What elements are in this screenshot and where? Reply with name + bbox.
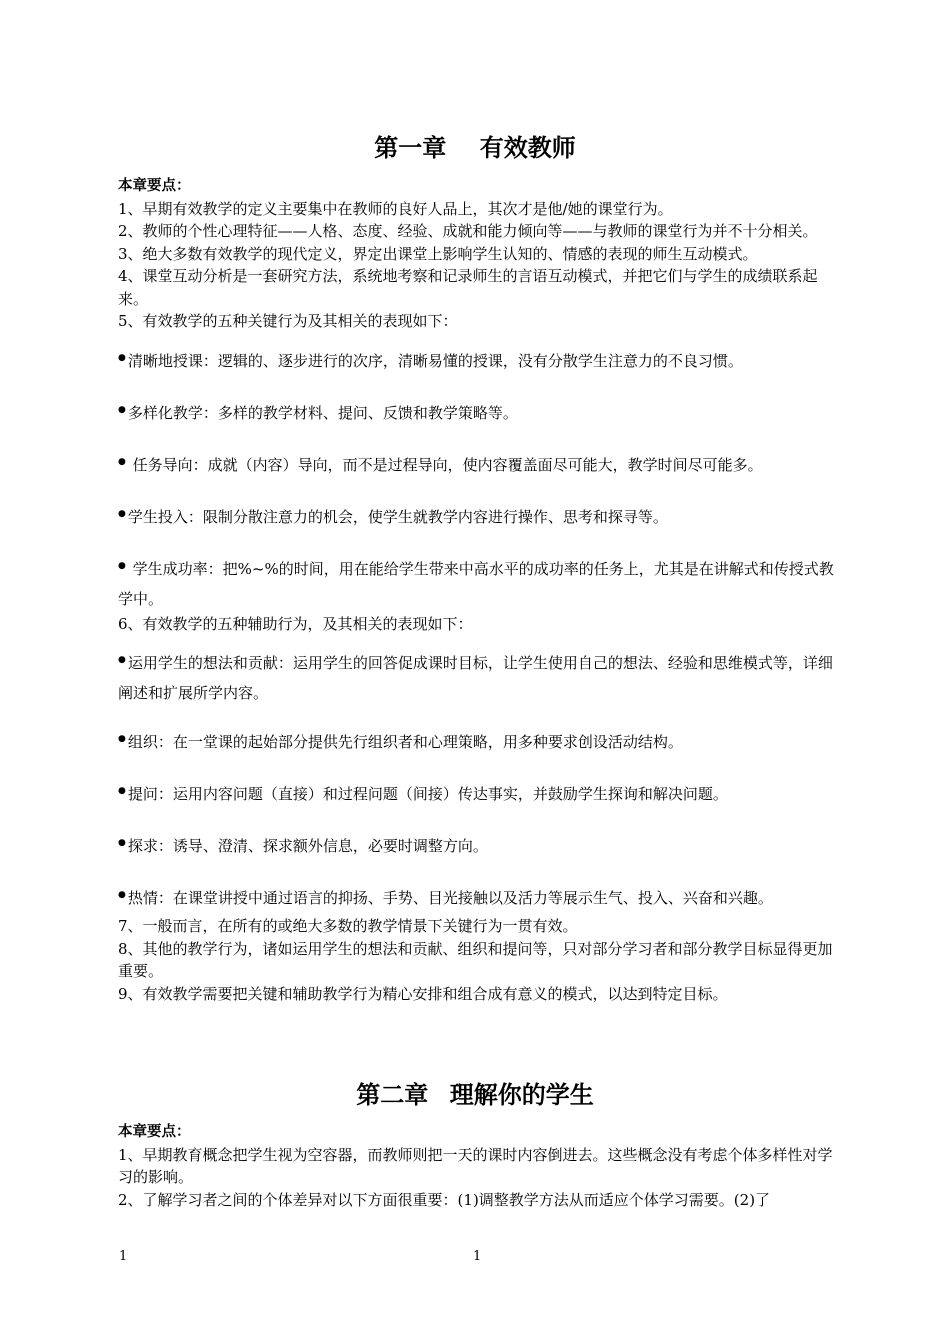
key-behavior-item — [118, 400, 840, 430]
key-behavior-text: 多样化教学：多样的教学材料、提问、反馈和教学策略等。 — [127, 403, 518, 422]
point-2: 2、了解学习者之间的个体差异对以下方面很重要：(1)调整教学方法从而适应个体学习需要。(2)了 — [118, 1190, 771, 1209]
key-behavior-item — [118, 348, 840, 378]
bullet-icon: ● — [118, 456, 126, 467]
point-9: 9、有效教学需要把关键和辅助教学行为精心安排和组合成有意义的模式，以达到特定目标。 — [118, 984, 728, 1003]
chapter-1-name: 有效教师 — [479, 133, 576, 162]
point-7: 7、一般而言，在所有的或绝大多数的教学情景下关键行为一贯有效。 — [118, 917, 578, 935]
point-8: 8、其他的教学行为，诸如运用学生的想法和贡献、组织和提问等，只对部分学习者和部分教学目标显得更加重要。 — [118, 939, 833, 980]
point-6: 6、有效教学的五种辅助行为，及其相关的表现如下： — [118, 614, 473, 633]
helping-behavior-text: 探求：诱导、澄清、探求额外信息，必要时调整方向。 — [127, 837, 488, 855]
chapter-2-number: 第二章 — [356, 1080, 429, 1109]
helping-behavior-item — [118, 729, 840, 759]
chapter-1-number: 第一章 — [374, 133, 447, 162]
footer-page-number-left: 1 — [119, 1249, 128, 1264]
helping-behavior-text: 组织：在一堂课的起始部分提供先行组织者和心理策略，用多种要求创设活动结构。 — [127, 733, 683, 751]
helping-behavior-text: 热情：在课堂讲授中通过语言的抑扬、手势、目光接触以及活力等展示生气、投入、兴奋和兴趣。 — [127, 889, 773, 907]
bullet-icon: ● — [118, 890, 126, 900]
key-behavior-text: 清晰地授课：逻辑的、逐步进行的次序，清晰易懂的授课，没有分散学生注意力的不良习惯。 — [127, 351, 743, 370]
helping-behavior-text: 提问：运用内容问题（直接）和过程问题（间接）传达事实，并鼓励学生探询和解决问题。 — [127, 785, 728, 803]
bullet-icon: ● — [118, 404, 126, 415]
key-behavior-item — [118, 452, 840, 482]
bullet-icon: ● — [118, 838, 126, 848]
bullet-icon: ● — [118, 352, 126, 363]
key-behavior-text: 学生成功率：把%~%的时间，用在能给学生带来中高水平的成功率的任务上，尤其是在讲解式和传授式教学中。 — [118, 559, 834, 608]
key-behavior-item — [118, 556, 840, 613]
key-behavior-text: 学生投入：限制分散注意力的机会，使学生就教学内容进行操作、思考和探寻等。 — [127, 507, 668, 526]
bullet-icon: ● — [118, 560, 126, 571]
helping-behavior-item — [118, 833, 840, 863]
helping-behavior-text: 运用学生的想法和贡献：运用学生的回答促成课时目标，让学生使用自己的想法、经验和思维模式等，详细阐述和扩展所学内容。 — [118, 654, 833, 702]
key-behavior-item — [118, 504, 840, 534]
footer-page-number-center: 1 — [473, 1249, 482, 1264]
point-5: 5、有效教学的五种关键行为及其相关的表现如下： — [118, 312, 458, 330]
bullet-icon: ● — [118, 786, 126, 796]
chapter-2-name: 理解你的学生 — [449, 1080, 594, 1109]
key-points-label: 本章要点： — [118, 177, 191, 194]
helping-behavior-item — [118, 885, 840, 915]
helping-behavior-item — [118, 781, 840, 811]
point-1: 1、早期有效教学的定义主要集中在教师的良好人品上，其次才是他/她的课堂行为。 — [118, 199, 673, 218]
bullet-icon: ● — [118, 655, 126, 665]
point-2: 2、教师的个性心理特征——人格、态度、经验、成就和能力倾向等——与教师的课堂行为并不十分相关。 — [118, 222, 818, 240]
bullet-icon: ● — [118, 508, 126, 519]
point-4: 4、课堂互动分析是一套研究方法，系统地考察和记录师生的言语互动模式，并把它们与学生的成绩联系起来。 — [118, 267, 818, 308]
point-1: 1、早期教育概念把学生视为空容器，而教师则把一天的课时内容倒进去。这些概念没有考虑个体多样性对学习的影响。 — [118, 1145, 833, 1186]
key-behavior-text: 任务导向：成就（内容）导向，而不是过程导向，使内容覆盖面尽可能大，教学时间尽可能多。 — [127, 455, 763, 474]
point-3: 3、绝大多数有效教学的现代定义，界定出课堂上影响学生认知的、情感的表现的师生互动模式。 — [118, 244, 758, 263]
key-points-label: 本章要点： — [118, 1123, 191, 1140]
chapter-1-title — [0, 133, 950, 163]
chapter-1-body — [118, 175, 840, 1005]
bullet-icon: ● — [118, 734, 126, 744]
helping-behavior-item — [118, 650, 840, 707]
chapter-2-body — [118, 1121, 840, 1211]
chapter-2-title — [0, 1080, 950, 1110]
